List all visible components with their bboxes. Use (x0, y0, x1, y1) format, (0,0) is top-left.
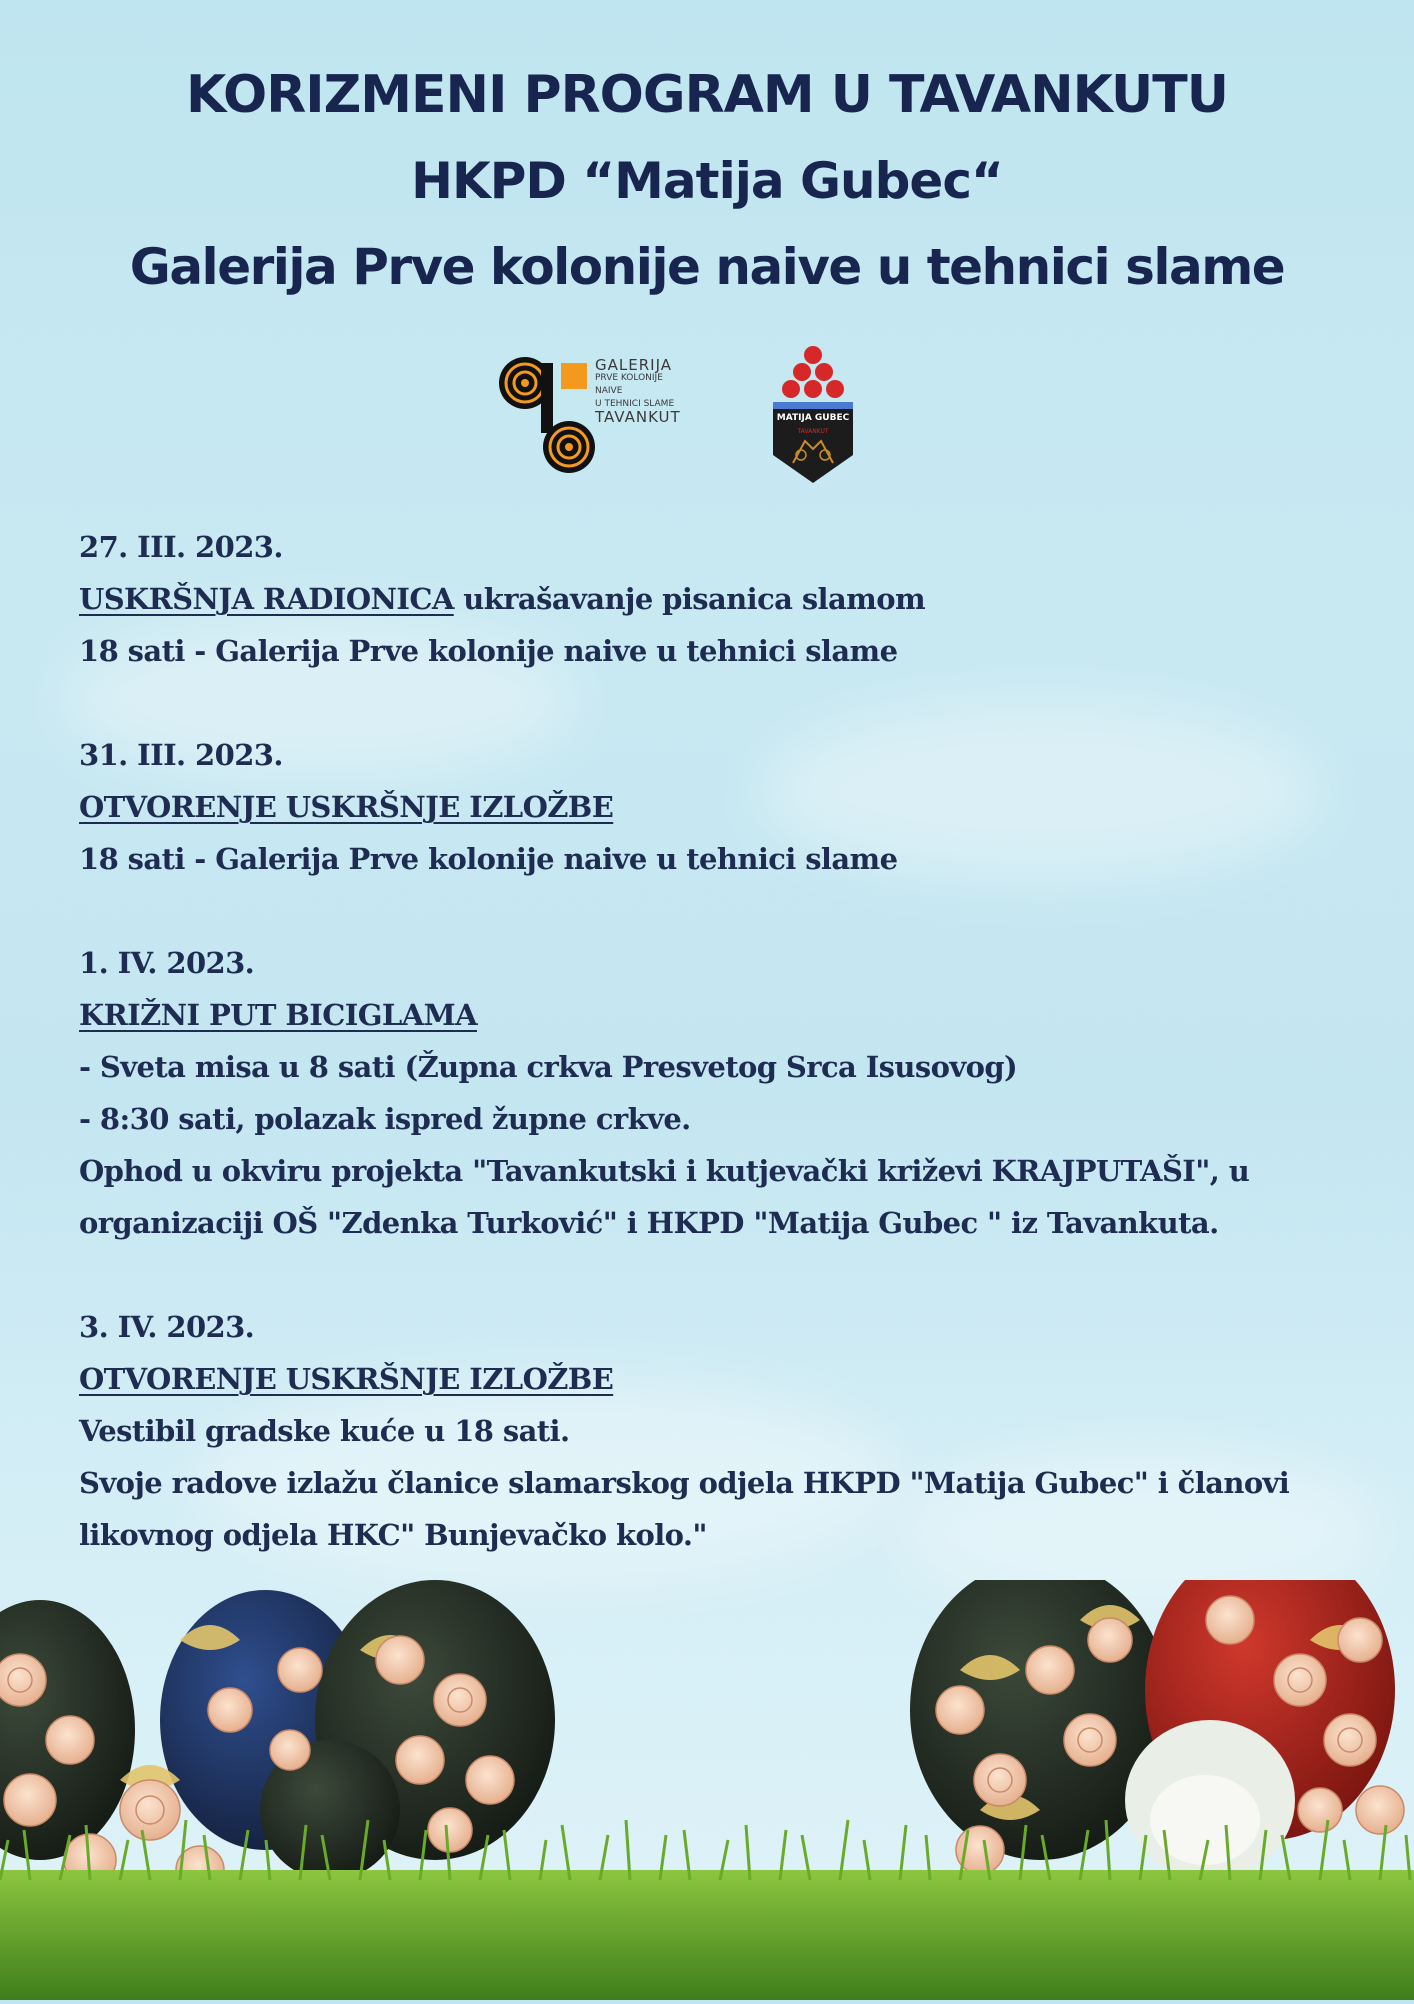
event-title-line (79, 1353, 1349, 1405)
organizer-name: HKPD “Matija Gubec“ (411, 152, 1003, 210)
event-title: KRIŽNI PUT BICIGLAMA (79, 998, 477, 1032)
event-title-line (79, 781, 1349, 833)
event-date: 31. III. 2023. (79, 738, 283, 772)
event-item (79, 521, 1349, 677)
event-date: 27. III. 2023. (79, 530, 283, 564)
event-date: 1. IV. 2023. (79, 946, 255, 980)
hkpd-logo (771, 345, 855, 485)
event-date: 3. IV. 2023. (79, 1310, 255, 1344)
gallery-logo-name: GALERIJA (595, 356, 672, 374)
event-item (79, 729, 1349, 885)
event-title: OTVORENJE USKRŠNJE IZLOŽBE (79, 1362, 614, 1396)
venue-name: Galerija Prve kolonije naive u tehnici slame (129, 238, 1285, 296)
hkpd-logo-banner: MATIJA GUBEC (776, 413, 850, 423)
page-header (0, 52, 1414, 310)
hkpd-emblem-icon (771, 345, 855, 485)
event-detail: likovnog odjela HKC" Bunjevačko kolo." (79, 1518, 707, 1552)
event-detail: Vestibil gradske kuće u 18 sati. (79, 1414, 570, 1448)
event-detail: Svoje radove izlažu članice slamarskog odjela HKPD "Matija Gubec" i članovi (79, 1466, 1290, 1500)
events-list (79, 521, 1349, 1613)
event-detail: - Sveta misa u 8 sati (Župna crkva Presvetog Srca Isusovog) (79, 1050, 1018, 1084)
event-detail: Ophod u okviru projekta "Tavankutski i kutjevački križevi KRAJPUTAŠI", u (79, 1154, 1250, 1188)
event-item (79, 1301, 1349, 1561)
event-title: OTVORENJE USKRŠNJE IZLOŽBE (79, 790, 614, 824)
gallery-logo-sub2: U TEHNICI SLAME (595, 399, 675, 409)
event-detail: - 8:30 sati, polazak ispred župne crkve. (79, 1102, 691, 1136)
event-title: USKRŠNJA RADIONICA (79, 582, 454, 616)
event-title-suffix: ukrašavanje pisanica slamom (453, 582, 926, 616)
gallery-straw-spiral-icon (497, 345, 597, 475)
easter-eggs-grass-decoration (0, 1580, 1414, 2000)
page-title: KORIZMENI PROGRAM U TAVANKUTU (186, 65, 1228, 125)
event-detail: 18 sati - Galerija Prve kolonije naive u tehnici slame (79, 634, 898, 668)
event-item (79, 937, 1349, 1249)
gallery-logo-place: TAVANKUT (595, 408, 681, 426)
gallery-logo (497, 345, 687, 475)
event-detail: organizaciji OŠ "Zdenka Turković" i HKPD "Matija Gubec " iz Tavankuta. (79, 1206, 1219, 1240)
easter-eggs-illustration (0, 1580, 1414, 2000)
hkpd-logo-place: TAVANKUT (797, 428, 829, 435)
event-detail: 18 sati - Galerija Prve kolonije naive u tehnici slame (79, 842, 898, 876)
gallery-logo-text (595, 356, 687, 426)
event-title-line (79, 989, 1349, 1041)
event-title-line (79, 573, 1349, 625)
logos-row (0, 345, 1414, 485)
gallery-logo-sub1: PRVE KOLONIJE NAIVE (595, 373, 663, 396)
